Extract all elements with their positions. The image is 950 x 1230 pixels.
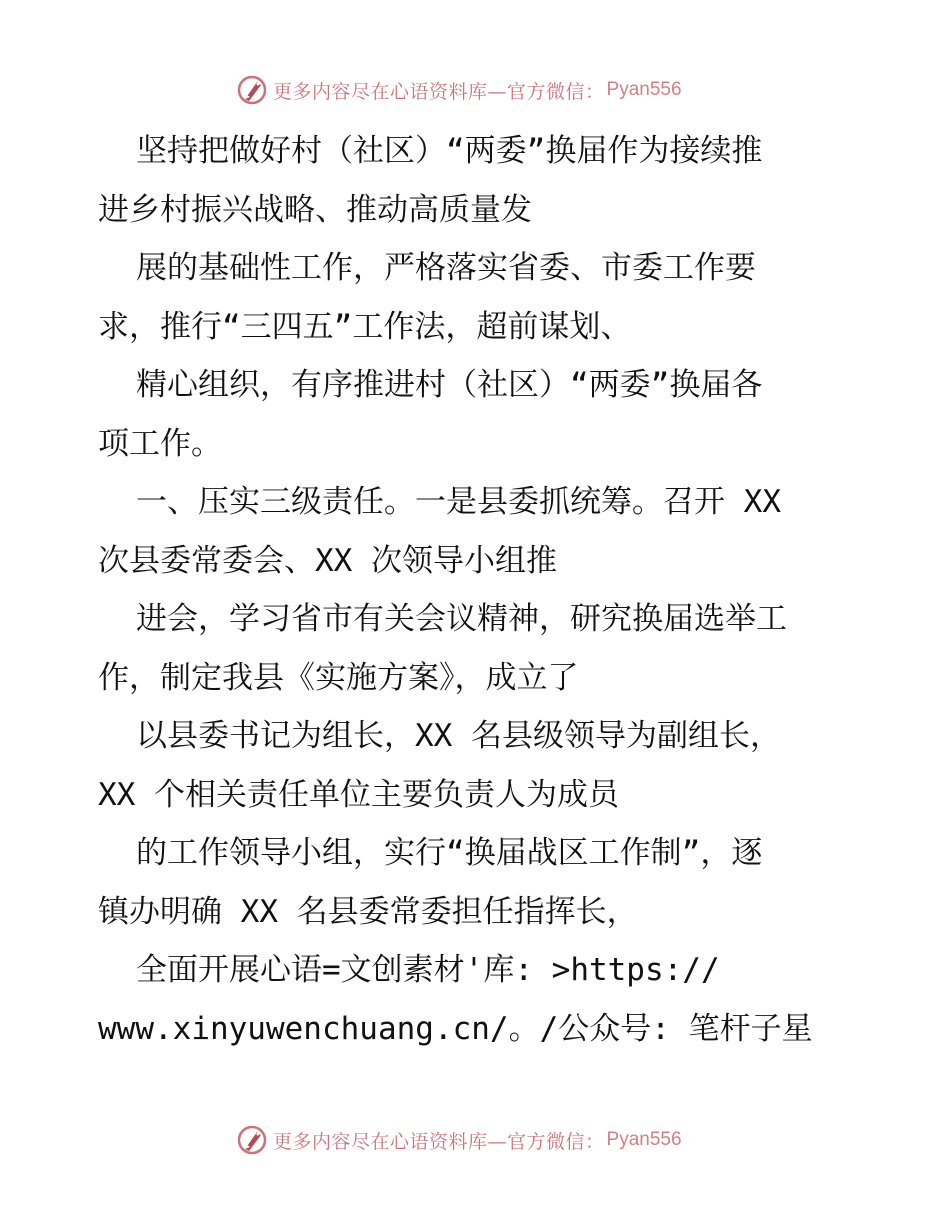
text-line: 坚持把做好村（社区）“两委”换届作为接续推 (136, 133, 763, 169)
text-line: 次县委常委会、XX 次领导小组推 (98, 542, 557, 579)
text-line: 以县委书记为组长，XX 名县级领导为副组长， (136, 718, 781, 754)
text-line: 进乡村振兴战略、推动高质量发 (98, 191, 532, 228)
text-line: www.xinyuwenchuang.cn/。/公众号: 笔杆子星 (98, 1010, 813, 1047)
pen-nib-circle-icon (235, 73, 269, 107)
text-line: 镇办明确 XX 名县委常委担任指挥长， (98, 893, 638, 930)
text-line: 全面开展心语=文创素材'库: >https:// (136, 952, 720, 988)
text-line: 精心组织，有序推进村（社区）“两委”换届各 (136, 367, 763, 403)
pen-nib-circle-icon (235, 1123, 269, 1157)
text-line: 进会，学习省市有关会议精神，研究换届选举工 (136, 601, 787, 637)
text-line: 求，推行“三四五”工作法，超前谋划、 (98, 308, 632, 345)
watermark-text: 更多内容尽在心语资料库—官方微信： (273, 80, 605, 103)
text-line: 项工作。 (98, 425, 222, 462)
watermark-wechat-id: Pyan556 (606, 1129, 682, 1150)
header-watermark (235, 72, 755, 108)
text-line: 一、压实三级责任。一是县委抓统筹。召开 XX (136, 484, 781, 520)
document-body (98, 122, 858, 1058)
text-line: XX 个相关责任单位主要负责人为成员 (98, 776, 619, 813)
text-line: 作，制定我县《实施方案》，成立了 (98, 659, 579, 696)
watermark-wechat-id: Pyan556 (606, 79, 682, 100)
text-line: 的工作领导小组，实行“换届战区工作制”，逐 (136, 835, 763, 871)
text-line: 展的基础性工作，严格落实省委、市委工作要 (136, 250, 756, 286)
footer-watermark (235, 1122, 755, 1158)
watermark-text: 更多内容尽在心语资料库—官方微信： (273, 1130, 605, 1153)
